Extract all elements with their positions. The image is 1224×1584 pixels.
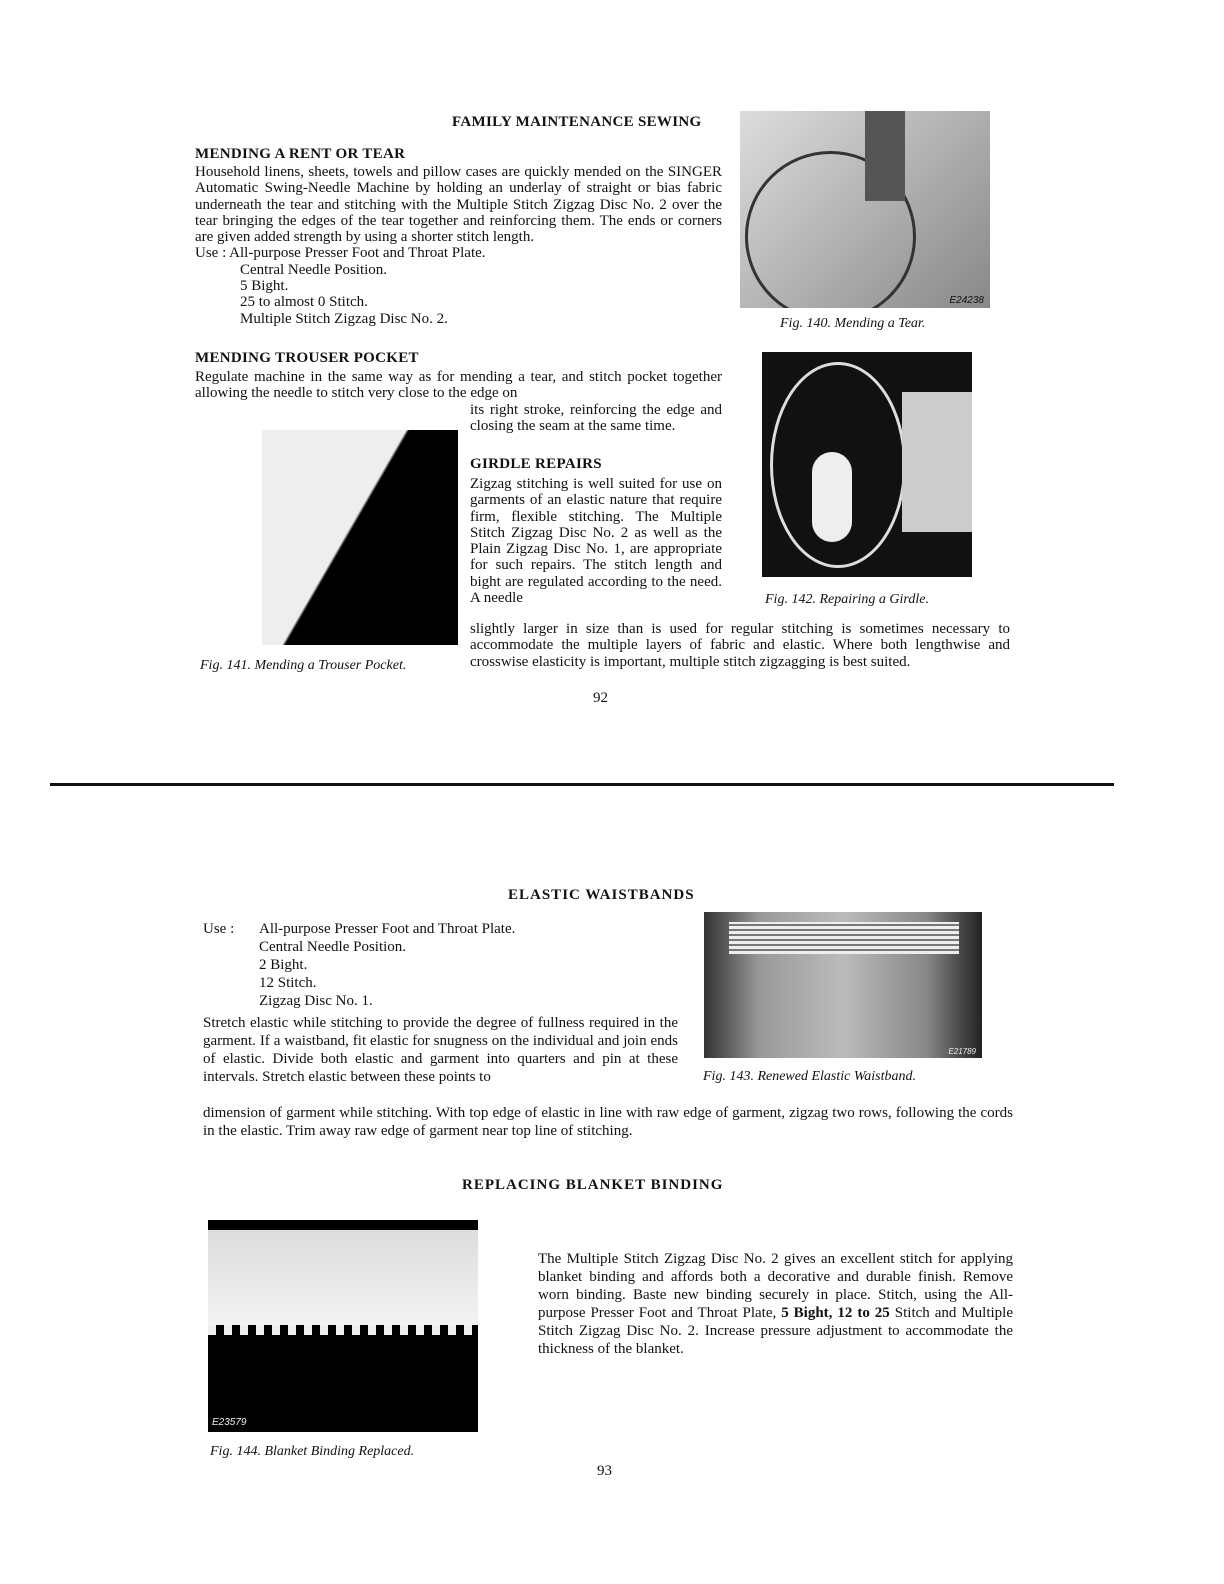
page-title: ELASTIC WAISTBANDS <box>508 887 695 903</box>
paragraph: Household linens, sheets, towels and pillow cases are quickly mended on the SINGER Automatic Swing-Needle Machine by holding an underlay of straight or bias fabric underneath the tear and stitching with the Multiple Stitch Zigzag Disc No. 2 over the tear bringing the edges of the tear together and reinforcing them. The ends or corners are given added strength by using a shorter stitch length. <box>195 164 722 246</box>
figure-code: E21789 <box>948 1047 976 1056</box>
paragraph: its right stroke, reinforcing the edge and closing the seam at the same time. <box>470 402 722 435</box>
fig141-photo <box>262 430 458 645</box>
setting: 12 Stitch. <box>259 975 317 991</box>
setting: Multiple Stitch Zigzag Disc No. 2. <box>240 310 448 327</box>
fig144-photo <box>208 1220 478 1432</box>
use-line: Use : All-purpose Presser Foot and Throat Plate. <box>195 245 486 262</box>
bold-text: 5 Bight, 12 to 25 <box>781 1305 890 1321</box>
section-heading: MENDING TROUSER POCKET <box>195 350 419 366</box>
fig140-photo <box>740 111 990 308</box>
paragraph <box>538 1250 1013 1358</box>
page-number: 92 <box>593 690 608 706</box>
elastic-band <box>729 922 959 954</box>
blanket <box>208 1230 478 1330</box>
section-heading: MENDING A RENT OR TEAR <box>195 146 406 162</box>
stitch-row <box>208 1325 478 1335</box>
setting: Central Needle Position. <box>259 939 407 955</box>
use-block <box>203 920 515 1010</box>
figure-caption: Fig. 141. Mending a Trouser Pocket. <box>200 658 407 673</box>
section-heading: REPLACING BLANKET BINDING <box>462 1177 724 1193</box>
use-label: Use : <box>203 921 235 937</box>
setting: Central Needle Position. <box>240 261 388 278</box>
fabric <box>262 430 458 645</box>
garter-tab <box>812 452 852 542</box>
paragraph: slightly larger in size than is used for regular stitching is sometimes necessary to accommodate the multiple layers of fabric and elastic. Where both lengthwise and crosswise elasticity is important, multiple stitch zigzagging is best suited. <box>470 621 1010 670</box>
setting: Zigzag Disc No. 1. <box>259 993 373 1009</box>
setting: All-purpose Presser Foot and Throat Plate. <box>259 921 516 937</box>
text: The Multiple Stitch Zigzag Disc No. 2 gives an excellent stitch for applying blanket binding and affords both a decorative and durable finish. Remove worn binding. Baste new binding securely in place. Stitch, using the All-purpose Presser Foot and Throat Plate, <box>538 1251 1013 1321</box>
paragraph: dimension of garment while stitching. With top edge of elastic in line with raw edge of garment, zigzag two rows, following the cords in the elastic. Trim away raw edge of garment near top line of stitching. <box>203 1105 1013 1139</box>
figure-caption: Fig. 144. Blanket Binding Replaced. <box>210 1444 415 1459</box>
section-mending-tear <box>195 164 722 327</box>
fig142-photo <box>762 352 972 577</box>
setting: 25 to almost 0 Stitch. <box>240 294 368 311</box>
page-title: FAMILY MAINTENANCE SEWING <box>452 114 702 130</box>
page-divider <box>50 783 1114 786</box>
setting: 5 Bight. <box>240 278 289 295</box>
paragraph: Zigzag stitching is well suited for use on garments of an elastic nature that require firm, flexible stitching. The Multiple Stitch Zigzag Disc No. 2 as well as the Plain Zigzag Disc No. 1, are appropriate for such repairs. The stitch length and bight are regulated according to the need. A needle <box>470 476 722 607</box>
figure-caption: Fig. 143. Renewed Elastic Waistband. <box>703 1069 916 1084</box>
setting: 2 Bight. <box>259 957 308 973</box>
figure-caption: Fig. 140. Mending a Tear. <box>780 316 926 331</box>
girdle <box>902 392 972 532</box>
figure-code: E23579 <box>212 1417 247 1428</box>
fig143-photo <box>704 912 982 1058</box>
paragraph: Stretch elastic while stitching to provide the degree of fullness required in the garment. If a waistband, fit elastic for snugness on the individual and join ends of elastic. Divide both elastic and garment into quarters and pin at these intervals. Stretch elastic between these points to <box>203 1015 678 1085</box>
paragraph: Regulate machine in the same way as for mending a tear, and stitch pocket together allowing the needle to stitch very close to the edge on <box>195 369 722 402</box>
section-heading: GIRDLE REPAIRS <box>470 456 602 472</box>
presser-foot <box>865 111 905 201</box>
text: Stitch and Multiple Stitch Zigzag Disc No. 2. Increase pressure adjustment to accommodate the thickness of the blanket. <box>538 1305 1014 1357</box>
figure-caption: Fig. 142. Repairing a Girdle. <box>765 592 929 607</box>
page-number: 93 <box>597 1463 612 1479</box>
figure-code: E24238 <box>949 295 984 306</box>
